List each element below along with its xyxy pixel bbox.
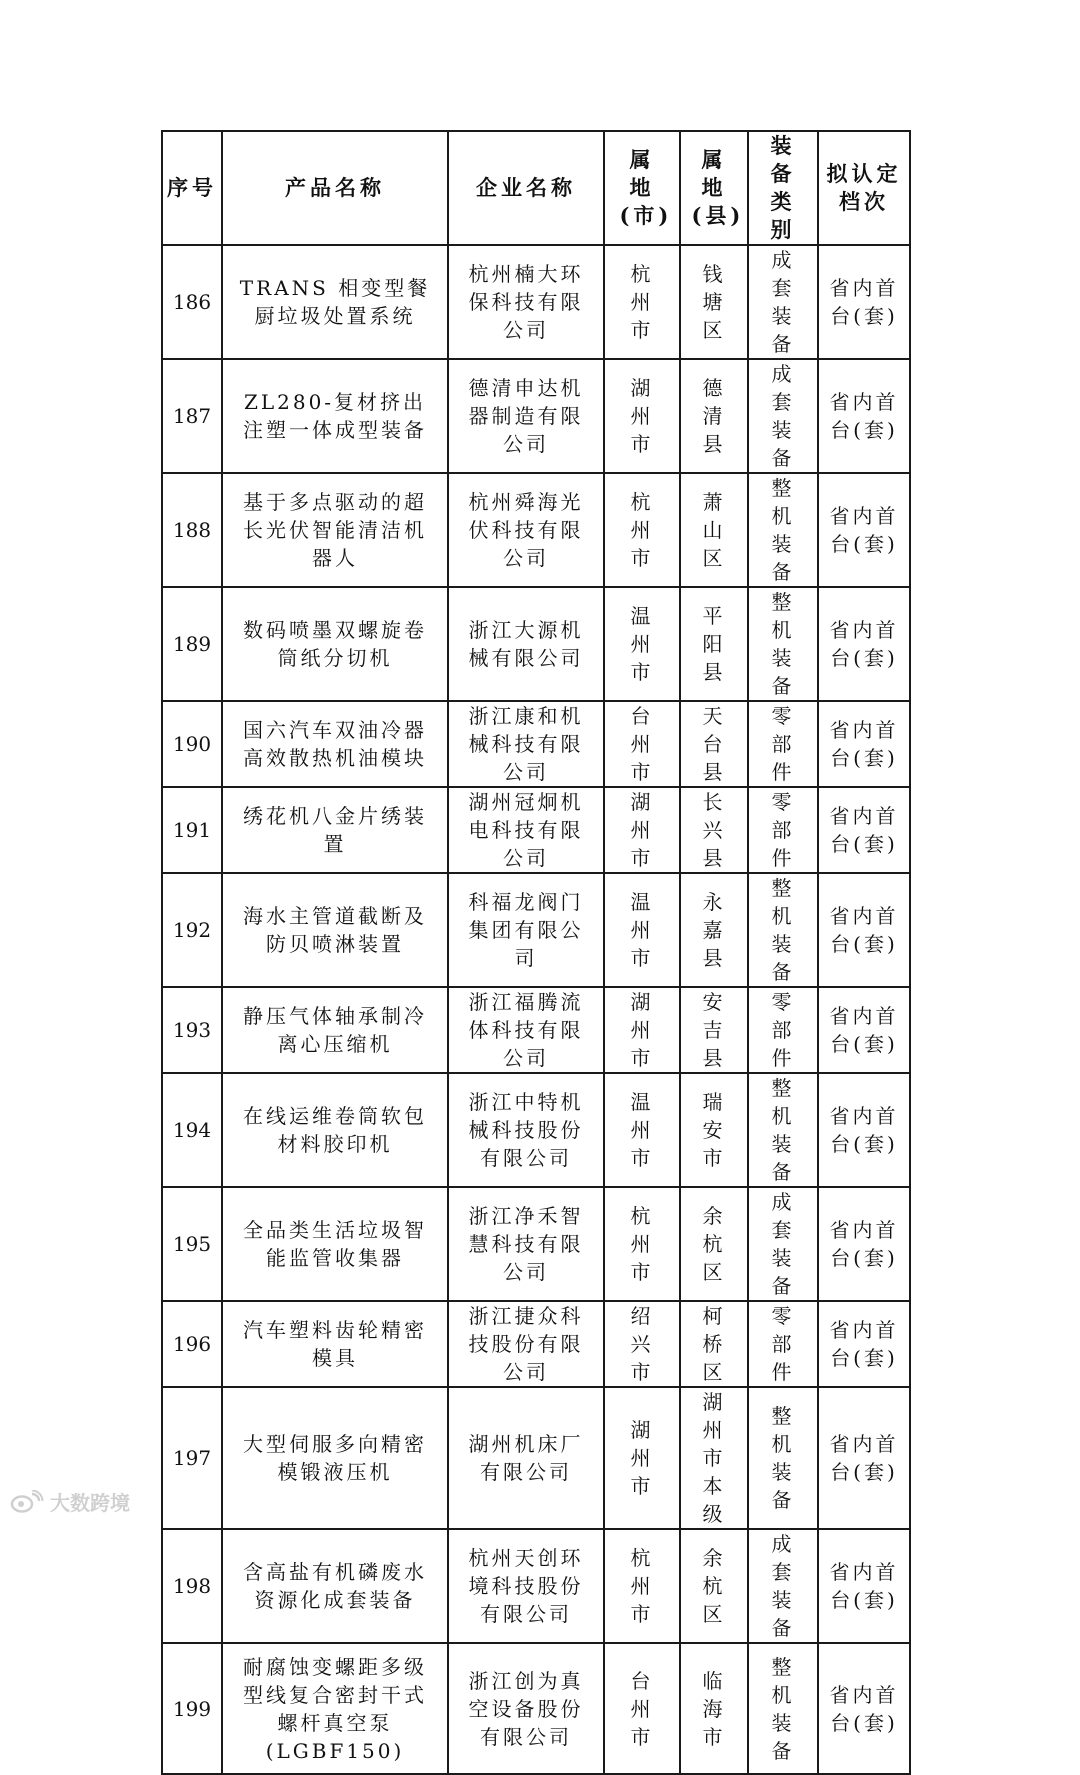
table-row bbox=[162, 1301, 910, 1387]
cell-category: 零部件 bbox=[748, 1301, 818, 1387]
table-row bbox=[162, 1187, 910, 1301]
cell-county: 平阳县 bbox=[680, 587, 748, 701]
cell-level: 省内首台(套) bbox=[818, 787, 910, 873]
cell-category: 整机装备 bbox=[748, 1073, 818, 1187]
cell-county: 德清县 bbox=[680, 359, 748, 473]
table-row bbox=[162, 1073, 910, 1187]
cell-product: 海水主管道截断及防贝喷淋装置 bbox=[222, 873, 448, 987]
cell-city: 台州市 bbox=[604, 701, 680, 787]
cell-category: 整机装备 bbox=[748, 1387, 818, 1529]
cell-category: 整机装备 bbox=[748, 473, 818, 587]
cell-no: 199 bbox=[162, 1643, 222, 1774]
cell-county: 瑞安市 bbox=[680, 1073, 748, 1187]
cell-product: 耐腐蚀变螺距多级型线复合密封干式螺杆真空泵(LGBF150) bbox=[222, 1643, 448, 1774]
cell-county: 长兴县 bbox=[680, 787, 748, 873]
cell-county: 钱塘区 bbox=[680, 245, 748, 359]
watermark bbox=[10, 1487, 130, 1516]
cell-level: 省内首台(套) bbox=[818, 1643, 910, 1774]
cell-category: 整机装备 bbox=[748, 873, 818, 987]
table-row bbox=[162, 787, 910, 873]
table-row bbox=[162, 1387, 910, 1529]
cell-product: 汽车塑料齿轮精密模具 bbox=[222, 1301, 448, 1387]
cell-no: 198 bbox=[162, 1529, 222, 1643]
cell-city: 温州市 bbox=[604, 587, 680, 701]
header-product: 产品名称 bbox=[222, 131, 448, 245]
cell-enterprise: 科福龙阀门集团有限公司 bbox=[448, 873, 604, 987]
cell-no: 194 bbox=[162, 1073, 222, 1187]
cell-county: 安吉县 bbox=[680, 987, 748, 1073]
table-row bbox=[162, 473, 910, 587]
cell-county: 天台县 bbox=[680, 701, 748, 787]
cell-county: 余杭区 bbox=[680, 1187, 748, 1301]
cell-enterprise: 浙江大源机械有限公司 bbox=[448, 587, 604, 701]
cell-city: 湖州市 bbox=[604, 787, 680, 873]
cell-enterprise: 杭州楠大环保科技有限公司 bbox=[448, 245, 604, 359]
table-row bbox=[162, 701, 910, 787]
cell-no: 188 bbox=[162, 473, 222, 587]
cell-category: 零部件 bbox=[748, 787, 818, 873]
table-row bbox=[162, 587, 910, 701]
cell-category: 成套装备 bbox=[748, 359, 818, 473]
cell-level: 省内首台(套) bbox=[818, 1387, 910, 1529]
cell-no: 190 bbox=[162, 701, 222, 787]
cell-enterprise: 杭州舜海光伏科技有限公司 bbox=[448, 473, 604, 587]
cell-no: 191 bbox=[162, 787, 222, 873]
table-row bbox=[162, 359, 910, 473]
cell-city: 台州市 bbox=[604, 1643, 680, 1774]
cell-category: 零部件 bbox=[748, 701, 818, 787]
cell-county: 临海市 bbox=[680, 1643, 748, 1774]
table-header-row bbox=[162, 131, 910, 245]
cell-enterprise: 浙江福腾流体科技有限公司 bbox=[448, 987, 604, 1073]
cell-no: 187 bbox=[162, 359, 222, 473]
cell-city: 温州市 bbox=[604, 1073, 680, 1187]
cell-no: 186 bbox=[162, 245, 222, 359]
table-row bbox=[162, 1529, 910, 1643]
cell-level: 省内首台(套) bbox=[818, 473, 910, 587]
table-row bbox=[162, 245, 910, 359]
table-row bbox=[162, 1643, 910, 1774]
cell-enterprise: 浙江康和机械科技有限公司 bbox=[448, 701, 604, 787]
cell-level: 省内首台(套) bbox=[818, 1187, 910, 1301]
table-row bbox=[162, 873, 910, 987]
cell-level: 省内首台(套) bbox=[818, 873, 910, 987]
cell-no: 193 bbox=[162, 987, 222, 1073]
cell-level: 省内首台(套) bbox=[818, 1529, 910, 1643]
cell-no: 196 bbox=[162, 1301, 222, 1387]
cell-city: 杭州市 bbox=[604, 473, 680, 587]
cell-product: 大型伺服多向精密模锻液压机 bbox=[222, 1387, 448, 1529]
cell-level: 省内首台(套) bbox=[818, 987, 910, 1073]
cell-city: 湖州市 bbox=[604, 359, 680, 473]
cell-city: 杭州市 bbox=[604, 1529, 680, 1643]
cell-enterprise: 浙江中特机械科技股份有限公司 bbox=[448, 1073, 604, 1187]
cell-county: 萧山区 bbox=[680, 473, 748, 587]
cell-product: 基于多点驱动的超长光伏智能清洁机器人 bbox=[222, 473, 448, 587]
cell-product: 国六汽车双油冷器高效散热机油模块 bbox=[222, 701, 448, 787]
header-no: 序号 bbox=[162, 131, 222, 245]
cell-enterprise: 浙江捷众科技股份有限公司 bbox=[448, 1301, 604, 1387]
cell-level: 省内首台(套) bbox=[818, 359, 910, 473]
cell-product: ZL280-复材挤出注塑一体成型装备 bbox=[222, 359, 448, 473]
header-enterprise: 企业名称 bbox=[448, 131, 604, 245]
cell-category: 整机装备 bbox=[748, 1643, 818, 1774]
header-county: 属地(县) bbox=[680, 131, 748, 245]
cell-category: 成套装备 bbox=[748, 1187, 818, 1301]
cell-enterprise: 杭州天创环境科技股份有限公司 bbox=[448, 1529, 604, 1643]
cell-city: 杭州市 bbox=[604, 245, 680, 359]
cell-enterprise: 浙江创为真空设备股份有限公司 bbox=[448, 1643, 604, 1774]
cell-city: 湖州市 bbox=[604, 987, 680, 1073]
cell-no: 192 bbox=[162, 873, 222, 987]
cell-enterprise: 湖州机床厂有限公司 bbox=[448, 1387, 604, 1529]
cell-no: 189 bbox=[162, 587, 222, 701]
cell-county: 余杭区 bbox=[680, 1529, 748, 1643]
cell-county: 湖州市本级 bbox=[680, 1387, 748, 1529]
cell-product: TRANS 相变型餐厨垃圾处置系统 bbox=[222, 245, 448, 359]
cell-enterprise: 湖州冠炯机电科技有限公司 bbox=[448, 787, 604, 873]
product-table bbox=[161, 130, 911, 1775]
cell-level: 省内首台(套) bbox=[818, 701, 910, 787]
cell-city: 温州市 bbox=[604, 873, 680, 987]
cell-category: 成套装备 bbox=[748, 1529, 818, 1643]
cell-level: 省内首台(套) bbox=[818, 1073, 910, 1187]
cell-category: 成套装备 bbox=[748, 245, 818, 359]
header-category: 装备类别 bbox=[748, 131, 818, 245]
cell-enterprise: 德清申达机器制造有限公司 bbox=[448, 359, 604, 473]
table-row bbox=[162, 987, 910, 1073]
cell-city: 湖州市 bbox=[604, 1387, 680, 1529]
cell-city: 绍兴市 bbox=[604, 1301, 680, 1387]
cell-product: 绣花机八金片绣装置 bbox=[222, 787, 448, 873]
cell-enterprise: 浙江净禾智慧科技有限公司 bbox=[448, 1187, 604, 1301]
cell-county: 柯桥区 bbox=[680, 1301, 748, 1387]
cell-no: 197 bbox=[162, 1387, 222, 1529]
cell-product: 在线运维卷筒软包材料胶印机 bbox=[222, 1073, 448, 1187]
header-city: 属地(市) bbox=[604, 131, 680, 245]
cell-product: 含高盐有机磷废水资源化成套装备 bbox=[222, 1529, 448, 1643]
cell-no: 195 bbox=[162, 1187, 222, 1301]
cell-product: 静压气体轴承制冷离心压缩机 bbox=[222, 987, 448, 1073]
header-level: 拟认定档次 bbox=[818, 131, 910, 245]
cell-level: 省内首台(套) bbox=[818, 587, 910, 701]
cell-level: 省内首台(套) bbox=[818, 245, 910, 359]
cell-category: 整机装备 bbox=[748, 587, 818, 701]
cell-level: 省内首台(套) bbox=[818, 1301, 910, 1387]
cell-city: 杭州市 bbox=[604, 1187, 680, 1301]
watermark-text: 大数跨境 bbox=[50, 1491, 130, 1515]
weibo-style-logo-icon bbox=[10, 1490, 44, 1514]
cell-product: 数码喷墨双螺旋卷筒纸分切机 bbox=[222, 587, 448, 701]
cell-county: 永嘉县 bbox=[680, 873, 748, 987]
cell-product: 全品类生活垃圾智能监管收集器 bbox=[222, 1187, 448, 1301]
cell-category: 零部件 bbox=[748, 987, 818, 1073]
